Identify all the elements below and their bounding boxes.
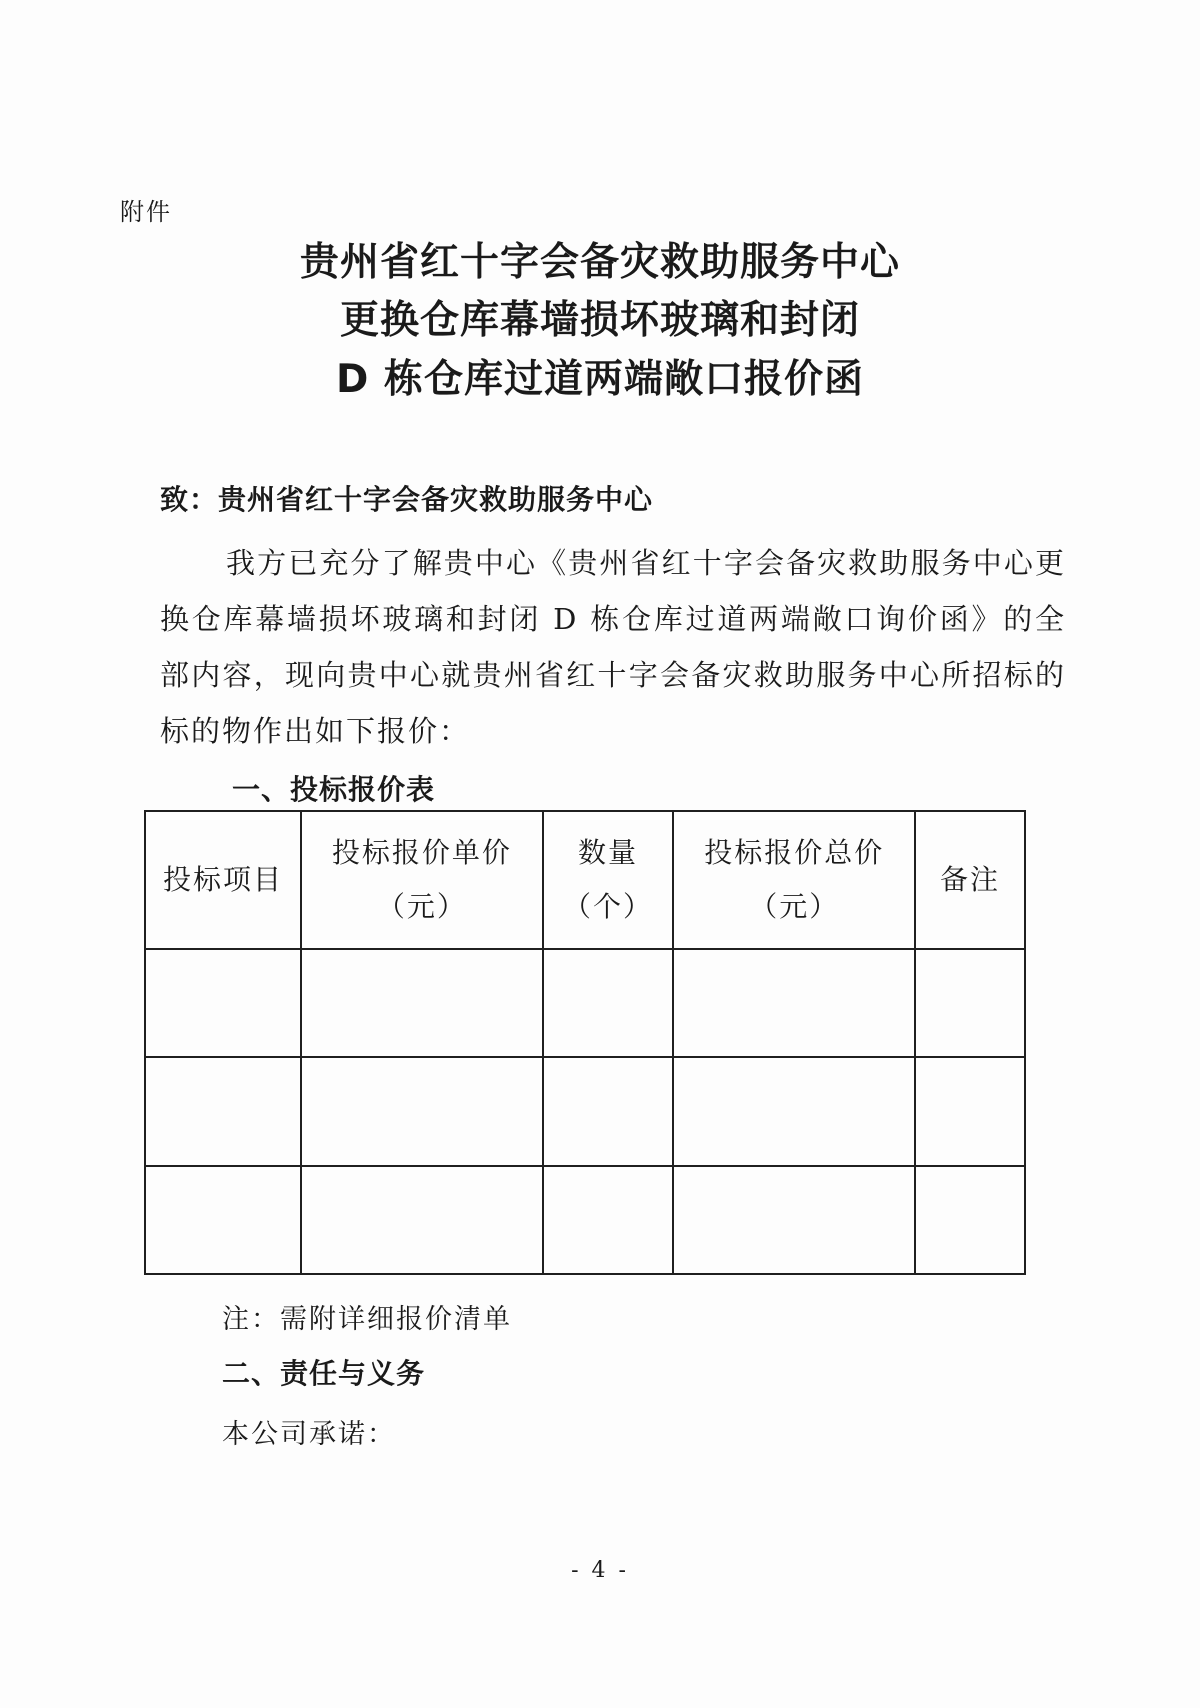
table-row	[145, 1057, 1025, 1165]
table-cell	[145, 1166, 301, 1274]
table-cell	[301, 1057, 543, 1165]
header-unit-price	[301, 811, 543, 949]
table-row	[145, 1166, 1025, 1274]
bid-quotation-table	[144, 810, 1026, 1275]
recipient-line: 致：贵州省红十字会备灾救助服务中心	[160, 483, 654, 516]
header-quantity	[543, 811, 674, 949]
header-bid-item	[145, 811, 301, 949]
table-cell	[301, 949, 543, 1057]
table-cell	[301, 1166, 543, 1274]
table-header-row	[145, 811, 1025, 949]
header-unit-price-unit: （元）	[376, 890, 467, 923]
header-total-price	[673, 811, 915, 949]
header-bid-item-label: 投标项目	[162, 863, 283, 896]
table-cell	[915, 1166, 1025, 1274]
header-total-price-label: 投标报价总价	[704, 836, 885, 869]
attachment-label: 附件	[120, 198, 172, 226]
document-title-line-3: D 栋仓库过道两端敞口报价函	[336, 357, 864, 402]
table-cell	[673, 949, 915, 1057]
header-remarks	[915, 811, 1025, 949]
table-cell	[543, 1057, 674, 1165]
header-quantity-label: 数量	[578, 836, 639, 869]
header-quantity-unit: （个）	[563, 890, 654, 923]
table-cell	[145, 949, 301, 1057]
table-cell	[915, 1057, 1025, 1165]
document-title-line-2: 更换仓库幕墙损坏玻璃和封闭	[339, 298, 860, 343]
document-title-line-1: 贵州省红十字会备灾救助服务中心	[299, 240, 900, 285]
table-cell	[915, 949, 1025, 1057]
intro-paragraph: 我方已充分了解贵中心《贵州省红十字会备灾救助服务中心更换仓库幕墙损坏玻璃和封闭 D 栋仓库过道两端敞口询价函》的全部内容，现向贵中心就贵州省红十字会备灾救助服务中心所招标的标的物作出如下报价：	[160, 546, 1066, 748]
page-number: - 4 -	[571, 1558, 629, 1583]
header-remarks-label: 备注	[940, 863, 1001, 896]
table-cell	[673, 1166, 915, 1274]
company-promise: 本公司承诺：	[222, 1419, 396, 1450]
table-note: 注：需附详细报价清单	[222, 1304, 512, 1335]
table-cell	[543, 1166, 674, 1274]
header-unit-price-label: 投标报价单价	[331, 836, 512, 869]
table-cell	[145, 1057, 301, 1165]
table-cell	[543, 949, 674, 1057]
header-total-price-unit: （元）	[749, 890, 840, 923]
section-2-heading: 二、责任与义务	[222, 1357, 426, 1390]
table-cell	[673, 1057, 915, 1165]
table-row	[145, 949, 1025, 1057]
section-1-heading: 一、投标报价表	[232, 773, 436, 806]
